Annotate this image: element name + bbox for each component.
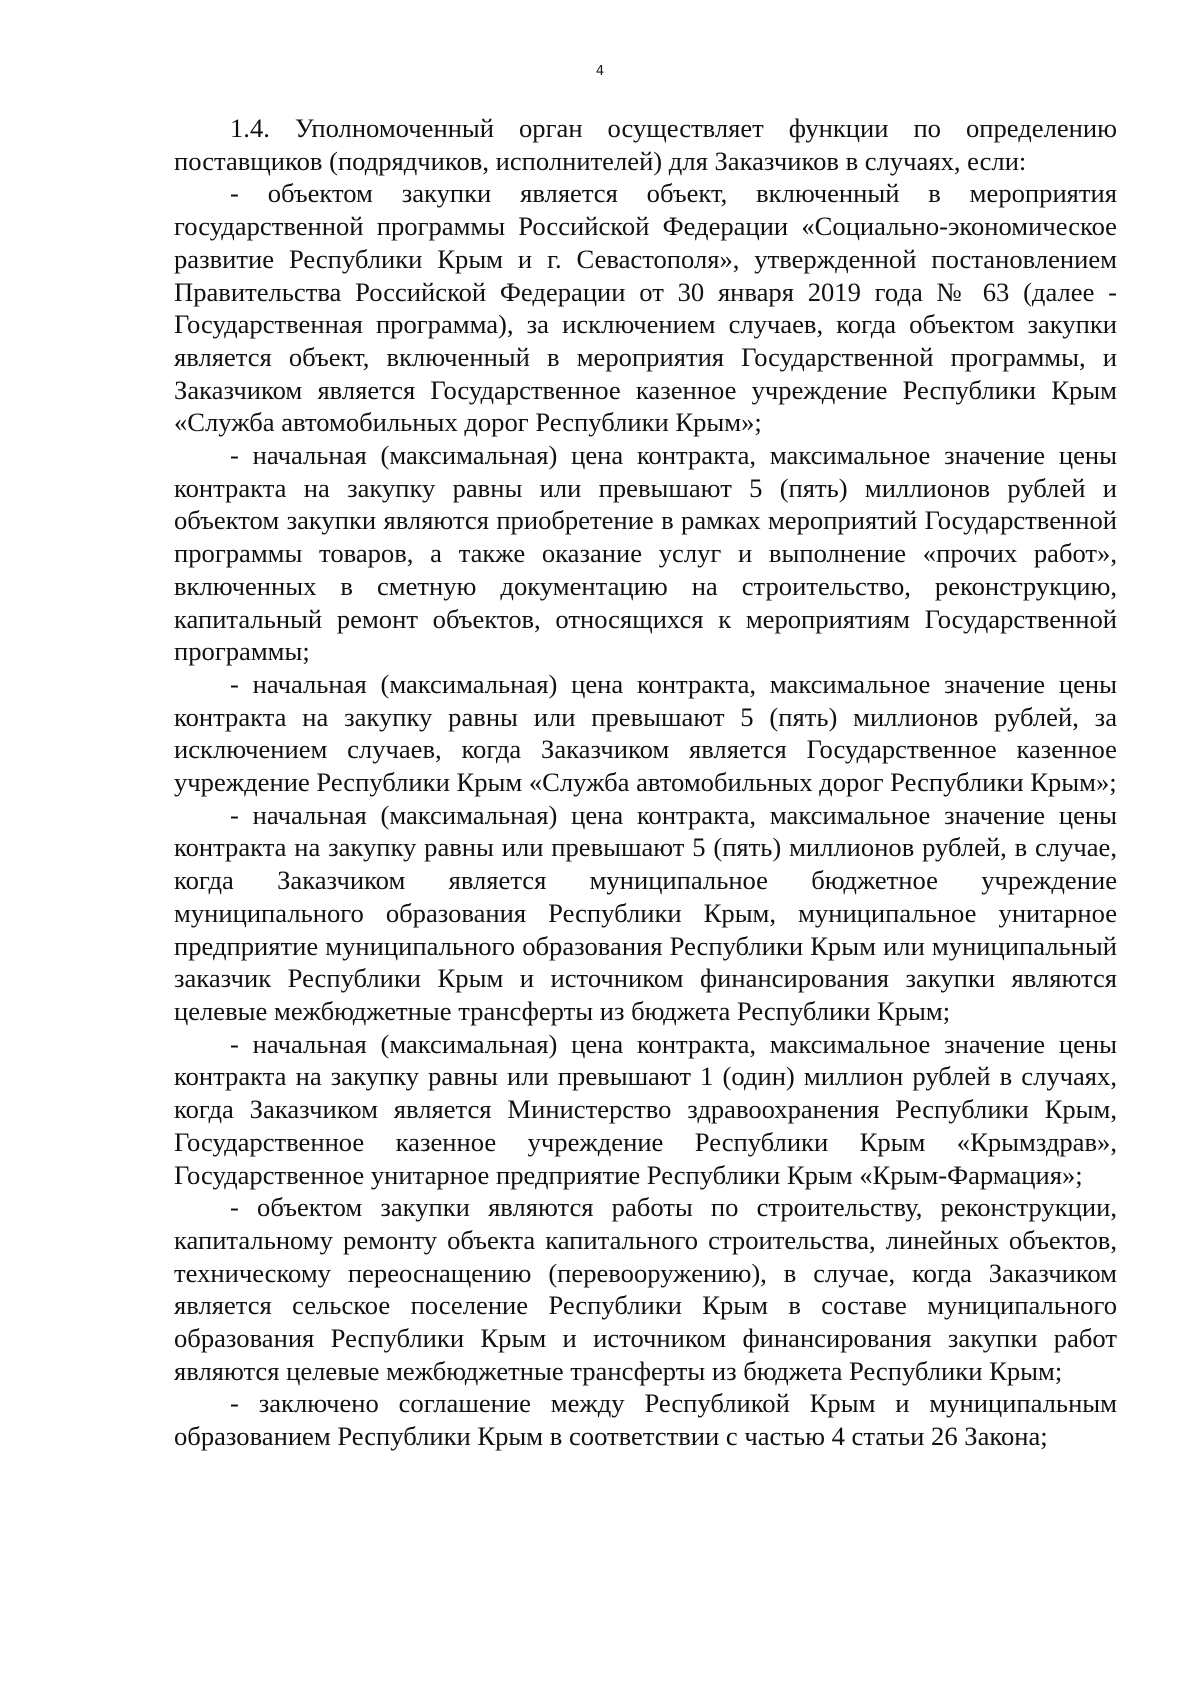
- paragraph-price-5m-exception: - начальная (максимальная) цена контракта, максимальное значение цены контракта на закупку равны или превышают 5 (пять) миллионов рублей, за исключением случаев, когда Заказчиком является Государственное казенное учреждение Республики Крым «Служба автомобильных дорог Республики Крым»;: [174, 668, 1117, 798]
- page-number: 4: [595, 64, 605, 79]
- paragraph-state-program-object: - объектом закупки является объект, включенный в мероприятия государственной программы Российской Федерации «Социально-экономическое развитие Республики Крым и г. Севастополя», утвержденной постановлением Правительства Российской Федерации от 30 января 2019 года № 63 (далее - Государственная программа), за исключением случаев, когда объектом закупки является объект, включенный в мероприятия Государственной программы, и Заказчиком является Государственное казенное учреждение Республики Крым «Служба автомобильных дорог Республики Крым»;: [174, 178, 1117, 438]
- paragraph-agreement: - заключено соглашение между Республикой Крым и муниципальным образованием Республики Крым в соответствии с частью 4 статьи 26 Закона;: [174, 1388, 1117, 1452]
- paragraph-1-4-intro: 1.4. Уполномоченный орган осуществляет функции по определению поставщиков (подрядчиков, исполнителей) для Заказчиков в случаях, если:: [174, 113, 1117, 176]
- paragraph-price-5m-state-program: - начальная (максимальная) цена контракта, максимальное значение цены контракта на закупку равны или превышают 5 (пять) миллионов рублей и объектом закупки являются приобретение в рамках мероприятий Государственной программы товаров, а также оказание услуг и выполнение «прочих работ», включенных в сметную документацию на строительство, реконструкцию, капитальный ремонт объектов, относящихся к мероприятиям Государственной программы;: [174, 440, 1117, 667]
- paragraph-price-5m-municipal: - начальная (максимальная) цена контракта, максимальное значение цены контракта на закупку равны или превышают 5 (пять) миллионов рублей, в случае, когда Заказчиком является муниципальное бюджетное учреждение муниципального образования Республики Крым, муниципальное унитарное предприятие муниципального образования Республики Крым или муниципальный заказчик Республики Крым и источником финансирования закупки являются целевые межбюджетные трансферты из бюджета Республики Крым;: [174, 799, 1117, 1026]
- paragraph-price-1m-health: - начальная (максимальная) цена контракта, максимальное значение цены контракта на закупку равны или превышают 1 (один) миллион рублей в случаях, когда Заказчиком является Министерство здравоохранения Республики Крым, Государственное казенное учреждение Республики Крым «Крымздрав», Государственное унитарное предприятие Республики Крым «Крым-Фармация»;: [174, 1028, 1117, 1190]
- paragraph-construction-rural: - объектом закупки являются работы по строительству, реконструкции, капитальному ремонту объекта капитального строительства, линейных объектов, техническому переоснащению (перевооружению), в случае, когда Заказчиком является сельское поселение Республики Крым в составе муниципального образования Республики Крым и источником финансирования закупки работ являются целевые межбюджетные трансферты из бюджета Республики Крым;: [174, 1192, 1117, 1386]
- document-body: [174, 112, 1117, 1453]
